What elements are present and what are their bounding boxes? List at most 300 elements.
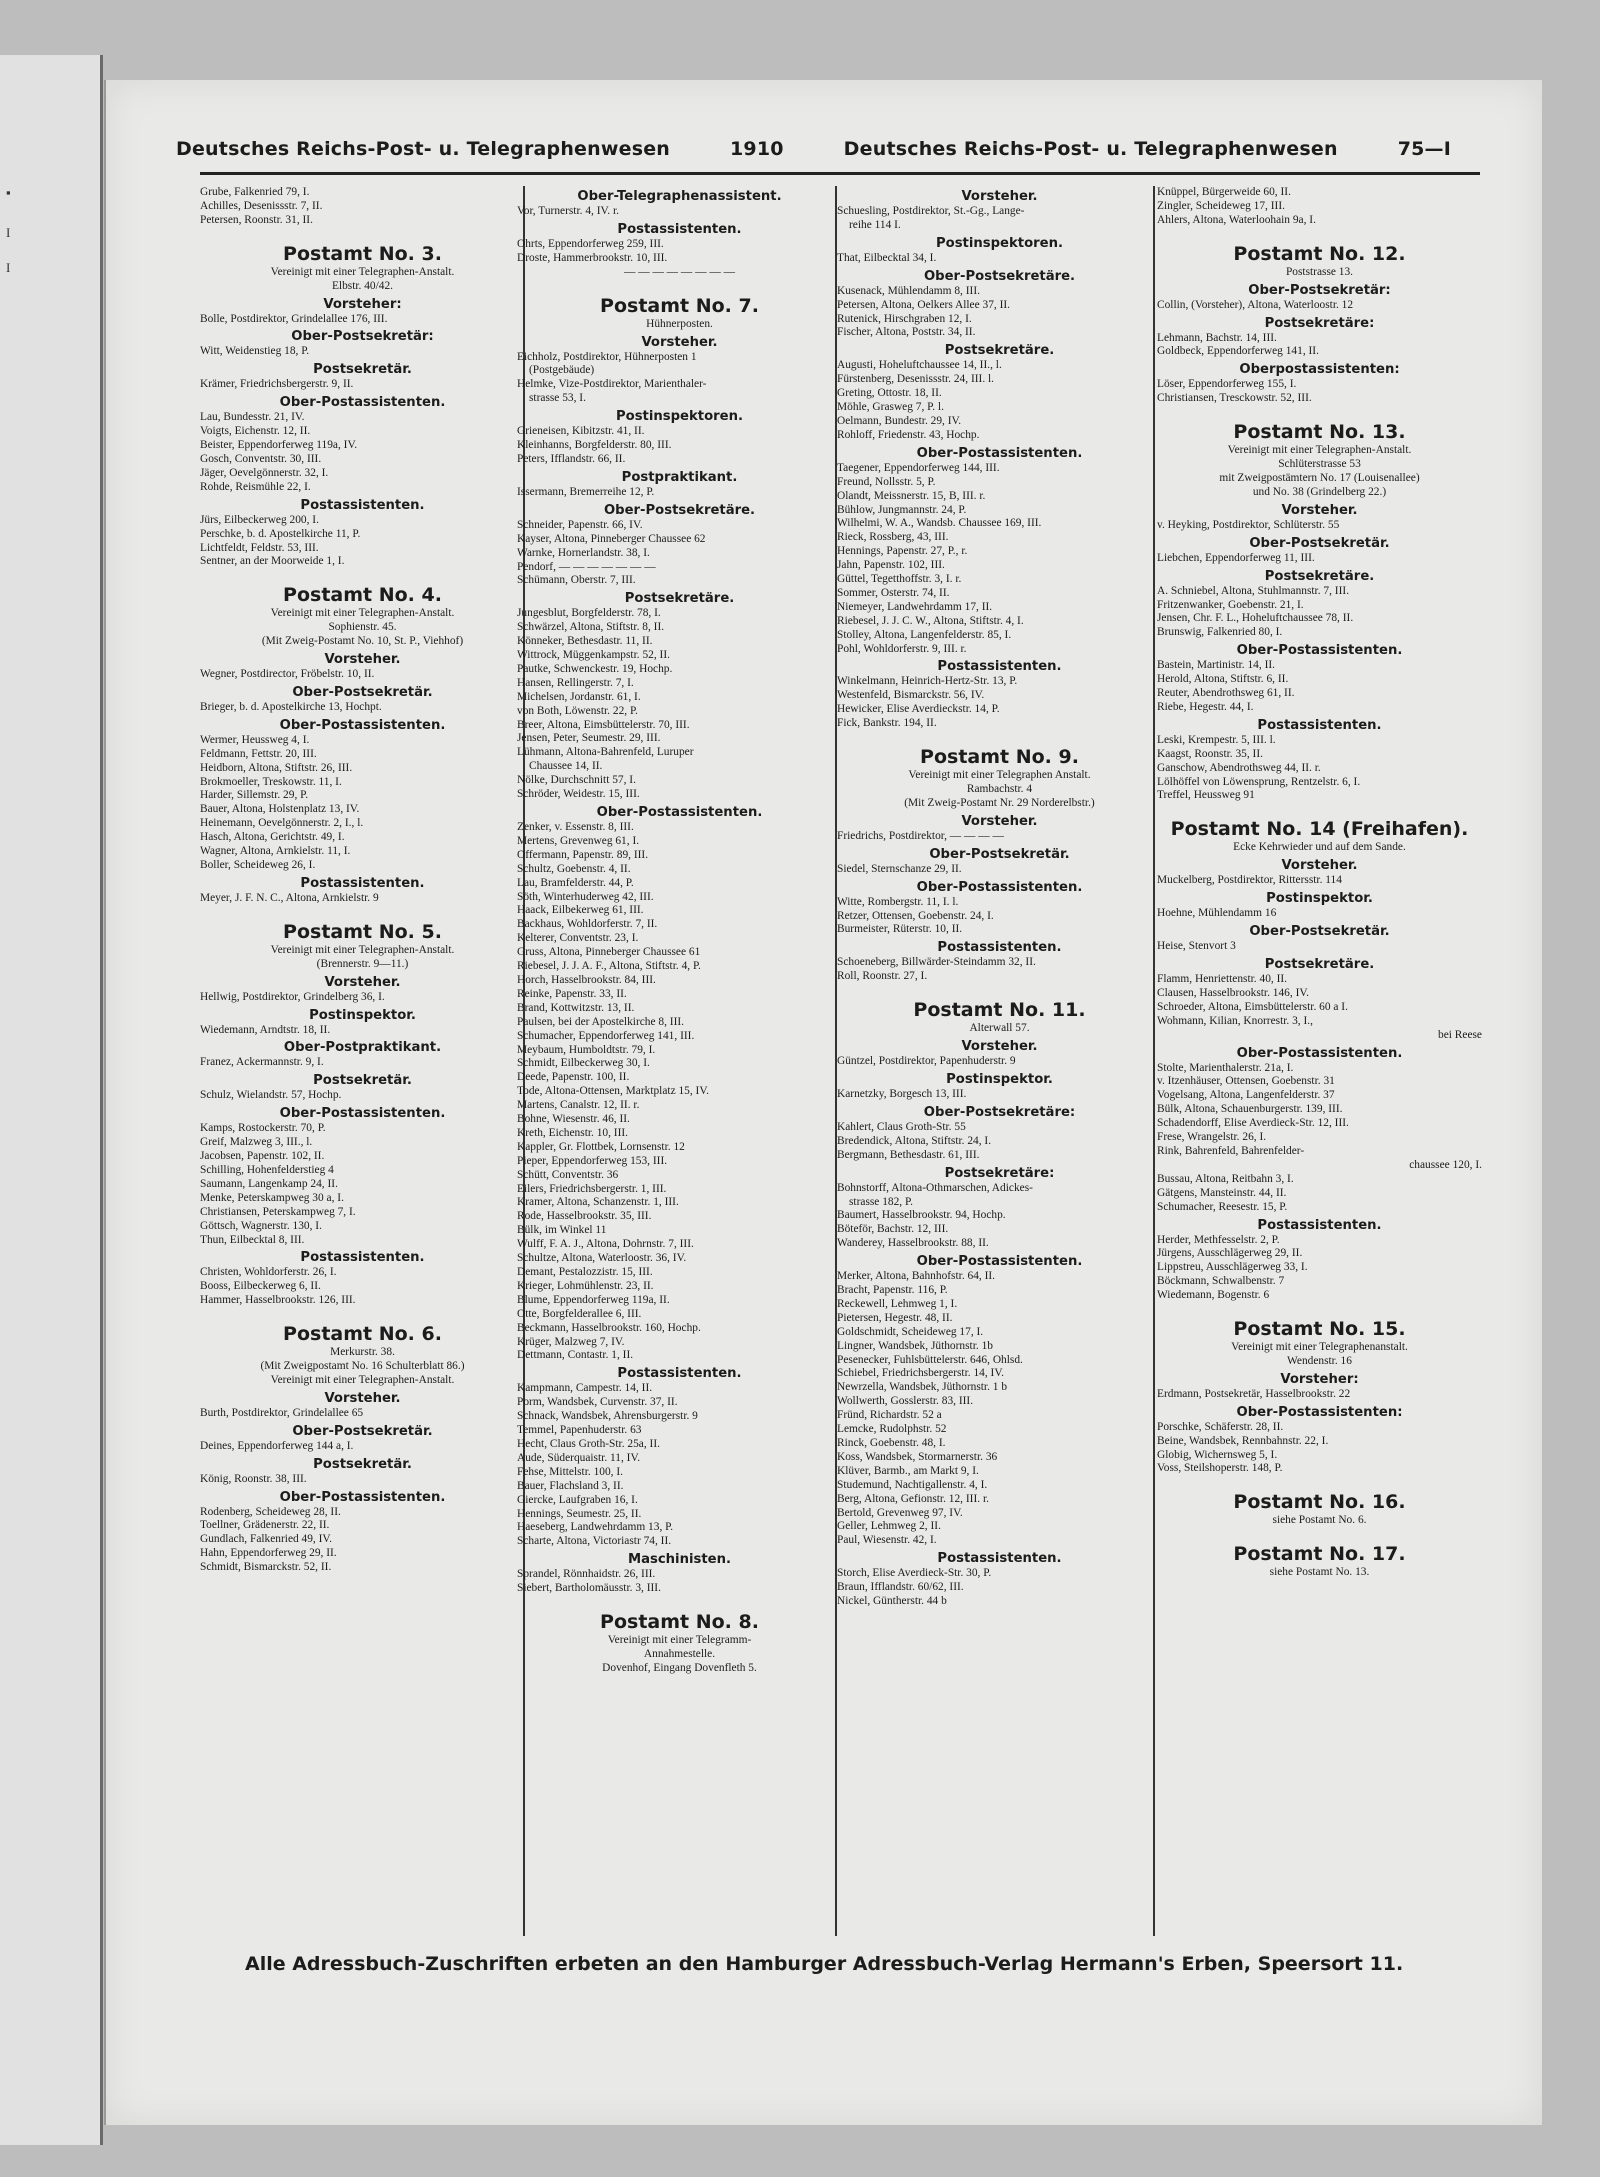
entry-line: Schümann, Oberstr. 7, III. [517, 574, 636, 587]
entry-continuation: (Postgebäude) [529, 364, 595, 377]
subsection-heading: Postassistenten. [300, 497, 425, 513]
subsection-heading: Ober-Postsekretär: [291, 329, 434, 345]
entry-line: Wegner, Postdirector, Fröbelstr. 10, II. [200, 668, 375, 681]
section-heading: Postamt No. 7. [600, 294, 759, 317]
section-note: Rambachstr. 4 [966, 783, 1033, 795]
subsection-heading: Postinspektor. [946, 1071, 1053, 1087]
entry-line: Bülk, im Winkel 11 [517, 1224, 607, 1237]
entry-line: Kayser, Altona, Pinneberger Chaussee 62 [517, 532, 706, 545]
entry-line: Reinke, Papenstr. 33, II. [517, 987, 627, 1000]
entry-line: Achilles, Desenissstr. 7, II. [200, 199, 323, 212]
subsection-heading: Postassistenten. [617, 1366, 742, 1382]
entry-line: Ganschow, Abendrothsweg 44, II. r. [1157, 761, 1321, 774]
subsection-heading: Ober-Postassistenten. [279, 1489, 446, 1505]
entry-line: Güttel, Tegetthoffstr. 3, I. r. [837, 573, 962, 586]
entry-line: Rohde, Reismühle 22, I. [200, 480, 311, 493]
entry-line: Breer, Altona, Eimsbüttelerstr. 70, III. [517, 718, 690, 731]
entry-line: Globig, Wichernsweg 5, I. [1157, 1448, 1278, 1461]
entry-line: Göttsch, Wagnerstr. 130, I. [200, 1219, 322, 1232]
section-note: Vereinigt mit einer Telegraphen Anstalt. [908, 769, 1091, 782]
entry-line: Gätgens, Mansteinstr. 44, II. [1157, 1186, 1287, 1199]
entry-line: Braun, Ifflandstr. 60/62, III. [837, 1581, 964, 1594]
entry-line: Witt, Weidenstieg 18, P. [200, 345, 310, 358]
section-heading: Postamt No. 12. [1233, 242, 1406, 265]
subsection-heading: Postassistenten. [300, 875, 425, 891]
entry-line: v. Heyking, Postdirektor, Schlüterstr. 55 [1157, 518, 1340, 531]
entry-line: Aude, Süderquaistr. 11, IV. [517, 1451, 641, 1464]
entry-line: Goldbeck, Eppendorferweg 141, II. [1157, 345, 1319, 358]
entry-line: Schmidt, Bismarckstr. 52, II. [200, 1561, 332, 1574]
subsection-heading: Ober-Postpraktikant. [283, 1040, 442, 1056]
column-3 [837, 186, 1162, 1936]
entry-line: Kahlert, Claus Groth-Str. 55 [837, 1120, 966, 1133]
entry-line: Leski, Krempestr. 5, III. l. [1157, 733, 1276, 746]
subsection-heading: Vorsteher. [324, 652, 401, 668]
subsection-heading: Vorsteher. [1281, 502, 1358, 518]
subsection-heading: Postsekretär. [313, 1073, 412, 1089]
entry-line: Möhle, Grasweg 7, P. l. [837, 401, 944, 414]
entry-line: Bredendick, Altona, Stiftstr. 24, I. [837, 1134, 992, 1147]
entry-line: Goldschmidt, Scheideweg 17, I. [837, 1325, 984, 1338]
entry-line: Lühmann, Altona-Bahrenfeld, Luruper [517, 746, 694, 759]
entry-line: Hennings, Papenstr. 27, P., r. [837, 545, 968, 558]
section-note: Alterwall 57. [969, 1022, 1030, 1035]
subsection-heading: Ober-Postassistenten. [279, 717, 446, 733]
section-heading: Postamt No. 6. [283, 1323, 442, 1346]
subsection-heading: Postsekretär. [313, 362, 412, 378]
section-heading: Postamt No. 14 (Freihafen). [1170, 818, 1469, 841]
entry-continuation: chaussee 120, I. [1409, 1158, 1482, 1171]
entry-line: Kappler, Gr. Flottbek, Lornsenstr. 12 [517, 1140, 685, 1153]
entry-line: Perschke, b. d. Apostelkirche 11, P. [200, 527, 361, 540]
entry-line: Rieck, Rossberg, 43, III. [837, 531, 949, 544]
entry-line: Hahn, Eppendorferweg 29, II. [200, 1547, 337, 1560]
subsection-heading: Vorsteher. [961, 1039, 1038, 1055]
entry-line: Kampmann, Campestr. 14, II. [517, 1382, 653, 1395]
subsection-heading: Postsekretäre. [944, 343, 1055, 359]
entry-line: Wittrock, Müggenkampstr. 52, II. [517, 649, 670, 662]
entry-line: Niemeyer, Landwehrdamm 17, II. [837, 600, 993, 613]
entry-line: Wilhelmi, W. A., Wandsb. Chaussee 169, III. [837, 517, 1042, 530]
entry-line: Fritzenwanker, Goebenstr. 21, I. [1157, 598, 1304, 611]
header-right-title: Deutsches Reichs-Post- u. Telegraphenwesen [843, 138, 1338, 160]
entry-line: Pietersen, Hegestr. 48, II. [837, 1311, 953, 1324]
entry-line: Jürgens, Ausschlägerweg 29, II. [1157, 1247, 1303, 1260]
section-heading: Postamt No. 3. [283, 242, 442, 265]
entry-line: Vogelsang, Altona, Langenfelderstr. 37 [1157, 1089, 1335, 1102]
entry-line: Liebchen, Eppendorferweg 11, III. [1157, 551, 1315, 564]
entry-line: Oelmann, Bundestr. 29, IV. [837, 414, 962, 427]
entry-line: Schumacher, Reesestr. 15, P. [1157, 1200, 1288, 1213]
entry-line: Schröder, Weidestr. 15, III. [517, 788, 640, 801]
entry-line: Boller, Scheideweg 26, I. [200, 859, 316, 871]
entry-line: Hasch, Altona, Gerichtstr. 49, I. [200, 831, 345, 844]
entry-line: Booss, Eilbeckerweg 6, II. [200, 1280, 321, 1293]
entry-line: Haeseberg, Landwehrdamm 13, P. [517, 1521, 674, 1534]
section-heading: Postamt No. 4. [283, 584, 442, 607]
entry-line: Wanderey, Hasselbrookstr. 88, II. [837, 1237, 989, 1250]
section-note: (Mit Zweigpostamt No. 16 Schulterblatt 86.) [260, 1360, 465, 1373]
subsection-heading: Postassistenten. [300, 1250, 425, 1266]
section-note: siehe Postamt No. 6. [1272, 1514, 1367, 1527]
entry-line: Paulsen, bei der Apostelkirche 8, III. [517, 1015, 685, 1028]
entry-line: Brand, Kottwitzstr. 13, II. [517, 1001, 635, 1014]
entry-line: Kusenack, Mühlendamm 8, III. [837, 284, 980, 297]
entry-line: Christen, Wohldorferstr. 26, I. [200, 1266, 337, 1279]
entry-line: Schadendorff, Elise Averdieck-Str. 12, III. [1157, 1117, 1349, 1130]
entry-line: Bülk, Altona, Schauenburgerstr. 139, III. [1157, 1103, 1343, 1116]
subsection-heading: Postsekretäre: [944, 1165, 1055, 1181]
entry-line: Bolle, Postdirektor, Grindelallee 176, III. [200, 312, 388, 325]
entry-line: Nölke, Durchschnitt 57, I. [517, 774, 636, 787]
entry-line: Jacobsen, Papenstr. 102, II. [200, 1150, 325, 1163]
subsection-heading: Ober-Postassistenten. [916, 1254, 1083, 1270]
entry-line: Pautke, Schwenckestr. 19, Hochp. [517, 662, 673, 675]
entry-line: Retzer, Ottensen, Goebenstr. 24, I. [837, 909, 994, 922]
entry-line: Witte, Rombergstr. 11, I. l. [837, 895, 959, 908]
entry-line: Kleinhanns, Borgfelderstr. 80, III. [517, 439, 672, 452]
section-heading: Postamt No. 16. [1233, 1491, 1406, 1514]
subsection-heading: Ober-Postsekretäre: [923, 1104, 1076, 1120]
entry-line: Schütt, Conventstr. 36 [517, 1168, 619, 1181]
subsection-heading: Postsekretäre. [1264, 568, 1375, 584]
entry-line: Porm, Wandsbek, Curvenstr. 37, II. [517, 1396, 678, 1409]
entry-line: Muckelberg, Postdirektor, Rittersstr. 114 [1157, 874, 1342, 887]
entry-line: Mertens, Grevenweg 61, I. [517, 834, 640, 847]
entry-line: Schnack, Wandsbek, Ahrensburgerstr. 9 [517, 1410, 698, 1423]
entry-line: Voss, Steilshoperstr. 148, P. [1157, 1462, 1283, 1475]
entry-line: Bergmann, Bethesdastr. 61, III. [837, 1148, 980, 1161]
entry-line: Schultze, Altona, Waterloostr. 36, IV. [517, 1252, 687, 1265]
entry-line: Gundlach, Falkenried 49, IV. [200, 1533, 333, 1546]
section-note: Wendenstr. 16 [1287, 1354, 1352, 1367]
entry-line: Schultz, Goebenstr. 4, II. [517, 862, 631, 875]
section-note: Ecke Kehrwieder und auf dem Sande. [1233, 841, 1406, 854]
entry-line: Bastein, Martinistr. 14, II. [1157, 659, 1276, 672]
subsection-heading: Maschinisten. [627, 1552, 731, 1568]
entry-line: Taegener, Eppendorferweg 144, III. [837, 461, 1000, 474]
entry-line: Feldmann, Fettstr. 20, III. [200, 747, 317, 760]
entry-line: Hammer, Hasselbrookstr. 126, III. [200, 1294, 356, 1307]
header-year: 1910 [730, 138, 784, 160]
entry-line: Bohne, Wiesenstr. 46, II. [517, 1113, 630, 1126]
entry-line: Schmidt, Eilbeckerweg 30, I. [517, 1057, 650, 1070]
entry-line: Lingner, Wandsbek, Jüthornstr. 1b [837, 1339, 993, 1352]
entry-line: Wulff, F. A. J., Altona, Dohrnstr. 7, III. [517, 1238, 694, 1251]
section-note: (Brennerstr. 9—11.) [316, 957, 409, 970]
section-note: Vereinigt mit einer Telegraphenanstalt. [1231, 1341, 1408, 1354]
entry-line: Fischer, Altona, Poststr. 34, II. [837, 326, 976, 339]
entry-line: Frese, Wrangelstr. 26, I. [1157, 1131, 1267, 1144]
subsection-heading: Ober-Postassistenten. [279, 1106, 446, 1122]
subsection-heading: Postassistenten. [1257, 717, 1382, 733]
entry-line: Issermann, Bremerreihe 12, P. [517, 485, 655, 498]
entry-line: Lehmann, Bachstr. 14, III. [1157, 331, 1277, 344]
subsection-heading: Postpraktikant. [621, 469, 738, 485]
entry-line: Toellner, Grädenerstr. 22, II. [200, 1519, 330, 1532]
entry-line: Backhaus, Wohldorferstr. 7, II. [517, 918, 658, 931]
entry-line: Brunswig, Falkenried 80, I. [1157, 626, 1283, 639]
subsection-heading: Ober-Postassistenten. [916, 879, 1083, 895]
section-heading: Postamt No. 17. [1233, 1543, 1406, 1566]
entry-line: Petersen, Roonstr. 31, II. [200, 213, 313, 226]
entry-line: Rodenberg, Scheideweg 28, II. [200, 1505, 341, 1518]
entry-line: Riebe, Hegestr. 44, I. [1157, 700, 1254, 713]
subsection-heading: Postassistenten. [1257, 1217, 1382, 1233]
entry-line: Westenfeld, Bismarckstr. 56, IV. [837, 689, 985, 702]
entry-line: Löser, Eppendorferweg 155, I. [1157, 378, 1297, 391]
entry-line: Giercke, Laufgraben 16, I. [517, 1493, 638, 1506]
entry-line: Clausen, Hasselbrookstr. 146, IV. [1157, 986, 1309, 999]
entry-line: Bühlow, Jungmannstr. 24, P. [837, 503, 967, 516]
column-1 [200, 186, 525, 1936]
entry-line: Wohmann, Kilian, Knorrestr. 3, I., [1157, 1014, 1313, 1027]
entry-line: Lemcke, Rudolphstr. 52 [837, 1423, 947, 1436]
section-note: siehe Postamt No. 13. [1269, 1566, 1370, 1579]
column-2 [517, 186, 842, 1936]
subsection-heading: Ober-Postsekretär. [1249, 924, 1390, 940]
section-note: Elbstr. 40/42. [331, 279, 394, 292]
entry-line: Pendorf, — — — — — — — [517, 560, 656, 573]
entry-line: Hoehne, Mühlendamm 16 [1157, 907, 1277, 920]
entry-line: Heidborn, Altona, Stiftstr. 26, III. [200, 761, 353, 774]
entry-line: Beister, Eppendorferweg 119a, IV. [200, 439, 358, 452]
entry-line: Freund, Nollsstr. 5, P. [837, 475, 936, 488]
entry-line: Hennings, Seumestr. 25, II. [517, 1507, 642, 1520]
subsection-heading: Postassistenten. [937, 1551, 1062, 1567]
entry-line: Schilling, Hohenfelderstieg 4 [200, 1163, 334, 1176]
subsection-heading: Vorsteher. [961, 813, 1038, 829]
section-note: Vereinigt mit einer Telegraphen-Anstalt. [270, 607, 455, 620]
entry-line: Kelterer, Conventstr. 23, I. [517, 932, 639, 945]
entry-line: Demant, Pestalozzistr. 15, III. [517, 1266, 653, 1278]
entry-line: Reckewell, Lehmweg 1, I. [837, 1297, 958, 1310]
entry-line: Fürstenberg, Desenissstr. 24, III. l. [837, 373, 995, 386]
subsection-heading: Ober-Postsekretäre. [923, 268, 1076, 284]
entry-line: Schoeneberg, Billwärder-Steindamm 32, II. [837, 956, 1036, 969]
subsection-heading: Ober-Postsekretäre. [603, 502, 756, 518]
entry-line: Wermer, Heussweg 4, I. [200, 733, 310, 746]
entry-line: Bracht, Papenstr. 116, P. [837, 1284, 948, 1297]
entry-line: Petersen, Altona, Oelkers Allee 37, II. [837, 298, 1011, 311]
entry-line: Lippstreu, Ausschlägerweg 33, I. [1157, 1261, 1308, 1274]
entry-line: v. Itzenhäuser, Ottensen, Goebenstr. 31 [1157, 1075, 1335, 1088]
entry-line: Saumann, Langenkamp 24, II. [200, 1177, 338, 1190]
entry-line: Zingler, Scheideweg 17, III. [1157, 199, 1285, 212]
entry-line: Jensen, Peter, Seumestr. 29, III. [517, 732, 661, 745]
entry-line: That, Eilbecktal 34, I. [837, 251, 937, 264]
entry-line: Berg, Altona, Gefionstr. 12, III. r. [837, 1492, 989, 1505]
entry-line: Fehse, Mittelstr. 100, I. [517, 1465, 623, 1478]
entry-line: Jungesblut, Borgfelderstr. 78, I. [517, 607, 661, 620]
entry-line: Könneker, Bethesdastr. 11, II. [517, 635, 653, 648]
entry-line: Heise, Stenvort 3 [1157, 940, 1236, 953]
entry-line: Schiebel, Friedrichsbergerstr. 14, IV. [837, 1367, 1004, 1380]
section-note: Vereinigt mit einer Telegraphen-Anstalt. [270, 1373, 455, 1386]
entry-line: Zenker, v. Essenstr. 8, III. [517, 821, 634, 833]
entry-line: Friedrichs, Postdirektor, — — — — [837, 829, 1004, 842]
entry-line: Jäger, Oevelgönnerstr. 32, I. [200, 466, 329, 479]
entry-line: Kreth, Eichenstr. 10, III. [517, 1126, 629, 1139]
entry-line: Martens, Canalstr. 12, II. r. [517, 1099, 640, 1112]
entry-line: Geller, Lehmweg 2, II. [837, 1520, 941, 1533]
section-note: Vereinigt mit einer Telegraphen-Anstalt. [270, 943, 455, 956]
page-number: 75—I [1397, 138, 1451, 160]
subsection-heading: Postsekretäre. [624, 591, 735, 607]
entry-line: Schulz, Wielandstr. 57, Hochp. [200, 1089, 342, 1102]
entry-line: Rinck, Goebenstr. 48, I. [837, 1437, 946, 1449]
entry-line: Harder, Sillemstr. 29, P. [200, 789, 309, 802]
entry-line: Greting, Ottostr. 18, II. [837, 387, 942, 400]
entry-line: Meyer, J. F. N. C., Altona, Arnkielstr. 9 [200, 891, 379, 904]
entry-line: Wiedemann, Bogenstr. 6 [1157, 1289, 1270, 1302]
section-heading: Postamt No. 13. [1233, 421, 1406, 444]
entry-line: Rink, Bahrenfeld, Bahrenfelder- [1157, 1144, 1305, 1157]
subsection-heading: Ober-Postassistenten. [279, 395, 446, 411]
entry-line: Jahn, Papenstr. 102, III. [837, 559, 945, 572]
entry-line: Blume, Eppendorferweg 119a, II. [517, 1293, 670, 1306]
entry-line: Baumert, Hasselbrookstr. 94, Hochp. [837, 1209, 1006, 1222]
entry-line: Franez, Ackermannstr. 9, I. [200, 1056, 324, 1069]
entry-line: Sommer, Osterstr. 74, II. [837, 586, 950, 599]
section-note: Vereinigt mit einer Telegraphen-Anstalt. [1227, 444, 1412, 457]
entry-line: Schumacher, Eppendorferweg 141, III. [517, 1029, 695, 1042]
entry-line: Horch, Hasselbrookstr. 84, III. [517, 973, 656, 986]
entry-line: Schroeder, Altona, Eimsbüttelerstr. 60 a I. [1157, 1000, 1348, 1013]
entry-line: Söth, Winterhuderweg 42, III. [517, 890, 654, 903]
subsection-heading: Ober-Postsekretär. [292, 1423, 433, 1439]
section-heading: Postamt No. 9. [920, 746, 1079, 769]
entry-line: Offermann, Papenstr. 89, III. [517, 848, 649, 861]
entry-line: Haack, Eilbekerweg 61, III. [517, 904, 644, 917]
subsection-heading: Ober-Postsekretär. [1249, 535, 1390, 551]
entry-line: Siebert, Bartholomäusstr. 3, III. [517, 1582, 661, 1595]
entry-line: Brieger, b. d. Apostelkirche 13, Hochpt. [200, 700, 382, 713]
entry-line: Merker, Altona, Bahnhofstr. 64, II. [837, 1270, 996, 1283]
entry-line: Lau, Bundesstr. 21, IV. [200, 411, 305, 424]
subsection-heading: Vorsteher. [641, 334, 718, 350]
header-rule [200, 172, 1480, 175]
entry-line: Wagner, Altona, Arnkielstr. 11, I. [200, 845, 351, 858]
entry-continuation: strasse 53, I. [529, 392, 586, 405]
entry-line: Herder, Methfesselstr. 2, P. [1157, 1233, 1280, 1246]
subsection-heading: Oberpostassistenten: [1239, 362, 1400, 378]
entry-line: Kaagst, Roonstr. 35, II. [1157, 747, 1263, 760]
section-note: Merkurstr. 38. [330, 1346, 395, 1359]
section-note: Vereinigt mit einer Telegraphen-Anstalt. [270, 265, 455, 278]
entry-line: Thun, Eilbecktal 8, III. [200, 1233, 305, 1246]
entry-line: Grube, Falkenried 79, I. [200, 186, 310, 198]
subsection-heading: Postsekretäre. [1264, 957, 1375, 972]
page-footer: Alle Adressbuch-Zuschriften erbeten an den Hamburger Adressbuch-Verlag Hermann's Erben, Speersort 11. [245, 1953, 1404, 1975]
entry-line: Gosch, Conventstr. 30, III. [200, 452, 322, 465]
section-note: Sophienstr. 45. [328, 621, 397, 634]
entry-line: Helmke, Vize-Postdirektor, Marienthaler- [517, 378, 707, 391]
entry-line: Rode, Hasselbrookstr. 35, III. [517, 1210, 652, 1223]
subsection-heading: Vorsteher. [324, 1390, 401, 1406]
entry-line: Reuter, Abendrothsweg 61, II. [1157, 687, 1295, 700]
entry-continuation: strasse 182, P. [849, 1195, 913, 1208]
entry-line: König, Roonstr. 38, III. [200, 1472, 307, 1485]
entry-line: Koss, Wandsbek, Stormarnerstr. 36 [837, 1450, 998, 1463]
subsection-heading: Ober-Postsekretär: [1248, 282, 1391, 298]
entry-line: Riebesel, J. J. C. W., Altona, Stiftstr. 4, I. [837, 614, 1024, 627]
entry-continuation: bei Reese [1438, 1028, 1482, 1041]
entry-line: Christiansen, Tresckowstr. 52, III. [1157, 392, 1312, 405]
section-heading: Postamt No. 15. [1233, 1318, 1406, 1341]
subsection-heading: Postinspektor. [1266, 891, 1373, 907]
entry-line: Bussau, Altona, Reitbahn 3, I. [1157, 1172, 1294, 1185]
subsection-heading: Vorsteher: [1280, 1371, 1359, 1387]
entry-line: Christiansen, Peterskampweg 7, I. [200, 1205, 356, 1218]
subsection-heading: Ober-Postassistenten. [596, 805, 763, 820]
subsection-heading: Ober-Postassistenten. [1236, 1045, 1403, 1061]
subsection-heading: Postinspektor. [309, 1007, 416, 1023]
entry-continuation: Chaussee 14, II. [529, 760, 603, 773]
entry-line: Scharte, Altona, Victoriastr 74, II. [517, 1535, 672, 1548]
entry-line: Temmel, Papenhuderstr. 63 [517, 1424, 642, 1437]
subsection-heading: Vorsteher: [323, 296, 402, 312]
entry-line: Deines, Eppendorferweg 144 a, I. [200, 1439, 354, 1452]
subsection-heading: Vorsteher. [324, 974, 401, 990]
subsection-heading: Postinspektoren. [935, 235, 1063, 251]
entry-line: Vor, Turnerstr. 4, IV. r. [517, 205, 619, 217]
entry-line: Hecht, Claus Groth-Str. 25a, II. [517, 1437, 660, 1450]
entry-line: Kramer, Altona, Schanzenstr. 1, III. [517, 1196, 679, 1209]
section-note: (Mit Zweig-Postamt No. 10, St. P., Viehhof) [261, 635, 464, 648]
subsection-heading: Postinspektoren. [615, 409, 743, 425]
entry-line: Collin, (Vorsteher), Altona, Waterloostr. 12 [1157, 298, 1354, 311]
entry-line: Pesenecker, Fuhlsbüttelerstr. 646, Ohlsd. [837, 1353, 1023, 1366]
section-note: Poststrasse 13. [1285, 265, 1354, 278]
entry-line: Meybaum, Humboldtstr. 79, I. [517, 1043, 656, 1056]
entry-line: Eichholz, Postdirektor, Hühnerposten 1 [517, 350, 697, 363]
entry-line: Wollwerth, Gosslerstr. 83, III. [837, 1395, 974, 1408]
entry-line: Klüver, Barmb., am Markt 9, I. [837, 1464, 979, 1477]
entry-line: Wiedemann, Arndtstr. 18, II. [200, 1023, 331, 1036]
entry-line: Flamm, Henriettenstr. 40, II. [1157, 973, 1288, 985]
entry-line: Riebesel, J. J. A. F., Altona, Stiftstr. 4, P. [517, 960, 701, 973]
entry-continuation: reihe 114 I. [849, 218, 901, 231]
entry-line: Burth, Postdirektor, Grindelallee 65 [200, 1406, 364, 1419]
entry-line: Güntzel, Postdirektor, Papenhuderstr. 9 [837, 1055, 1016, 1068]
entry-line: Hellwig, Postdirektor, Grindelberg 36, I. [200, 990, 385, 1003]
entry-line: Beine, Wandsbek, Rennbahnstr. 22, I. [1157, 1434, 1329, 1447]
entry-line: Bohnstorff, Altona-Othmarschen, Adickes- [837, 1181, 1033, 1194]
entry-line: Schneider, Papenstr. 66, IV. [517, 518, 643, 531]
entry-line: Dettmann, Contastr. 1, II. [517, 1349, 634, 1362]
entry-line: Droste, Hammerbrookstr. 10, III. [517, 251, 668, 264]
entry-line: Lichtfeldt, Feldstr. 53, III. [200, 541, 319, 554]
entry-line: Rutenick, Hirschgraben 12, I. [837, 312, 972, 325]
page-header [176, 138, 1451, 172]
section-note: — — — — — — — — [623, 265, 736, 278]
section-note: Annahmestelle. [643, 1647, 716, 1660]
entry-line: Greif, Malzweg 3, III., l. [200, 1136, 313, 1149]
subsection-heading: Postsekretäre: [1264, 315, 1375, 331]
entry-line: Krieger, Lohmühlenstr. 23, II. [517, 1279, 654, 1292]
entry-line: Fick, Bankstr. 194, II. [837, 717, 937, 730]
entry-line: Ahlers, Altona, Waterloohain 9a, I. [1157, 213, 1316, 226]
entry-line: Burmeister, Rüterstr. 10, II. [837, 923, 963, 936]
entry-line: Karnetzky, Borgesch 13, III. [837, 1087, 967, 1100]
entry-line: Stolley, Altona, Langenfelderstr. 85, I. [837, 628, 1012, 641]
section-note: Dovenhof, Eingang Dovenfleth 5. [602, 1661, 757, 1674]
entry-line: Eilers, Friedrichsbergerstr. 1, III. [517, 1182, 667, 1195]
header-left-title: Deutsches Reichs-Post- u. Telegraphenwesen [176, 138, 671, 160]
entry-line: Lölhöffel von Löwensprung, Rentzelstr. 6, I. [1157, 775, 1361, 788]
entry-line: Treffel, Heussweg 91 [1157, 789, 1255, 802]
